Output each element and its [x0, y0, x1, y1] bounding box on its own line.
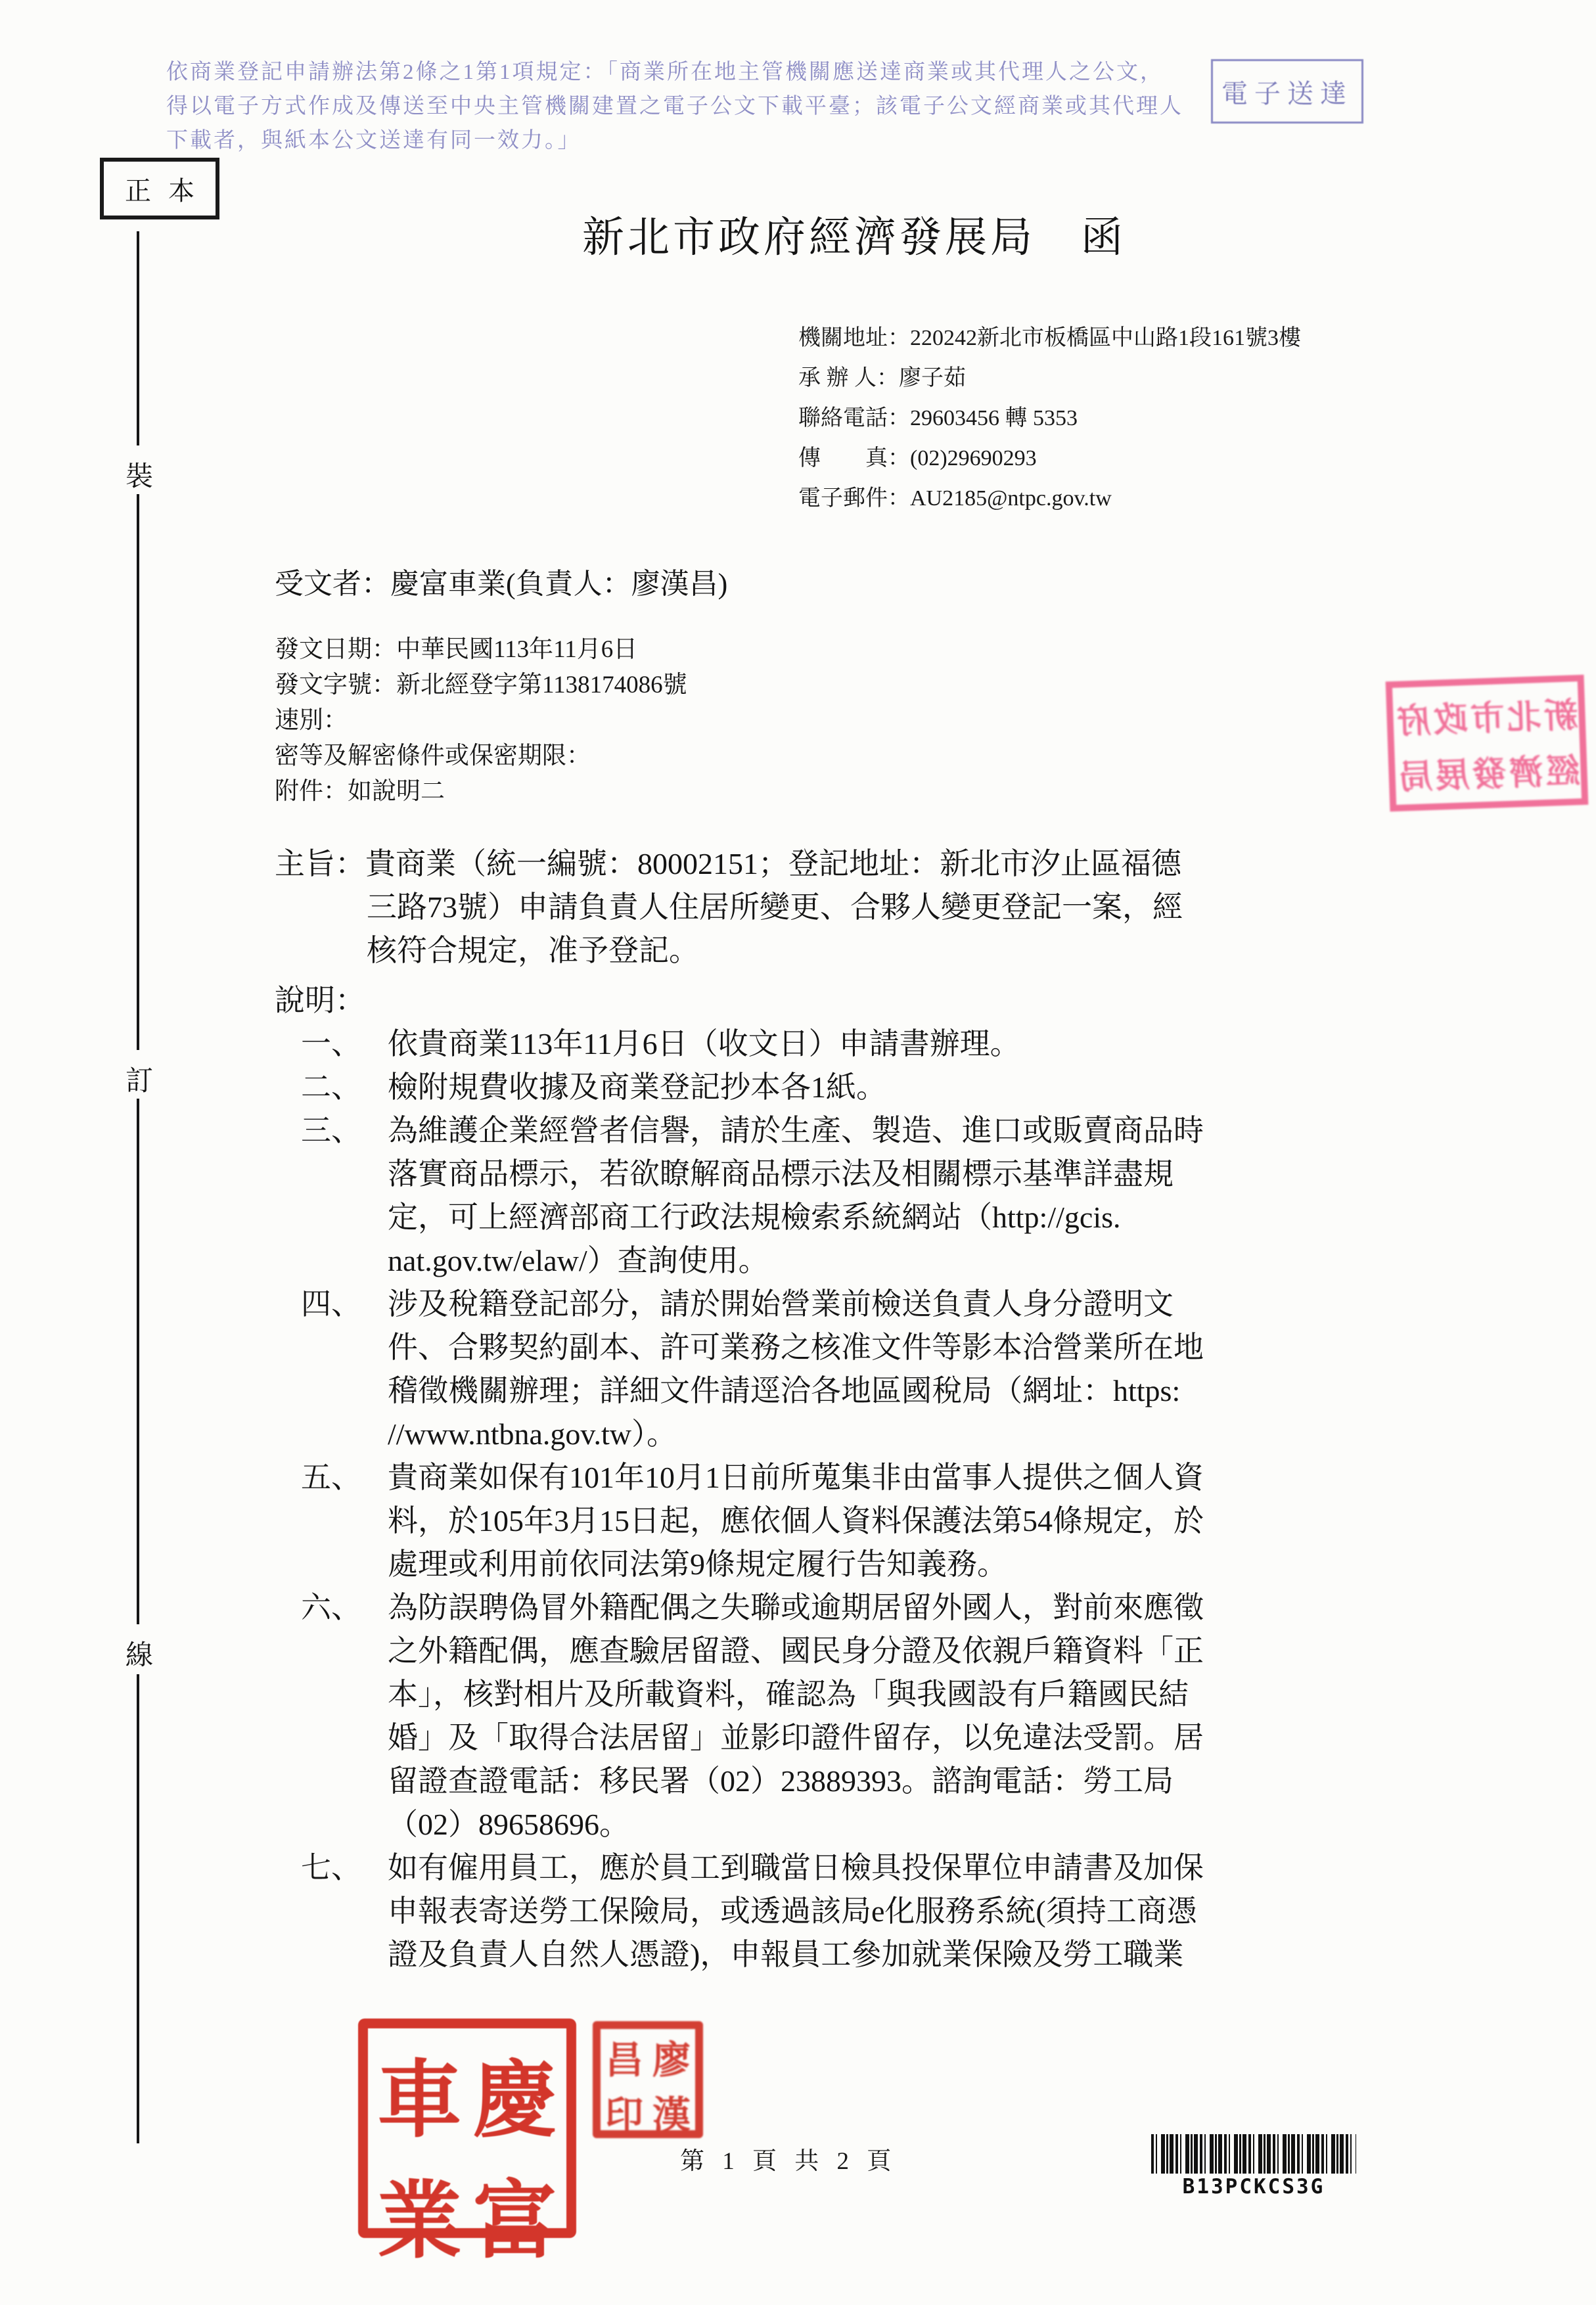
explanation-item-6: [275, 1586, 1457, 1846]
barcode-block: [1151, 2134, 1356, 2199]
item-line: 件、合夥契約副本、許可業務之核准文件等影本洽營業所在地: [388, 1331, 1204, 1364]
document-meta-block: [275, 632, 687, 810]
explanation-item-2: [275, 1066, 1457, 1109]
recipient-line: 受文者：慶富車業(負責人：廖漢昌): [275, 568, 728, 600]
item-line: nat.gov.tw/elaw/）查詢使用。: [388, 1244, 769, 1277]
agency-seal-row: 經濟發展局: [1395, 752, 1581, 797]
seal-char: 漢: [652, 2094, 691, 2137]
item-marker: 二、: [301, 1070, 361, 1104]
item-line: 定，可上經濟部商工行政法規檢索系統網站（http://gcis.: [388, 1200, 1121, 1234]
binding-mark-zhuang: 裝: [125, 462, 153, 492]
barcode: [1151, 2134, 1356, 2174]
e-delivery-stamp: [1211, 59, 1363, 124]
binding-line-segment: [137, 1099, 139, 1624]
explanation-heading: 說明：: [275, 984, 365, 1017]
agency-seal-row: 新北市政府: [1393, 697, 1579, 742]
letter-title: 新北市政府經濟發展局 函: [582, 214, 1126, 261]
page-number: 第 1 頁 共 2 頁: [680, 2148, 898, 2175]
item-line: 為防誤聘偽冒外籍配偶之失聯或逾期居留外國人，對前來應徵: [388, 1591, 1204, 1624]
item-line: 之外籍配偶，應查驗居留證、國民身分證及依親戶籍資料「正: [388, 1634, 1204, 1668]
item-line: 如有僱用員工，應於員工到職當日檢具投保單位申請書及加保: [388, 1851, 1204, 1884]
explanation-item-5: [275, 1456, 1457, 1586]
subject-line: 核符合規定，准予登記。: [367, 934, 699, 967]
item-line: 婚」及「取得合法居留」並影印證件留存，以免違法受罰。居: [388, 1721, 1204, 1754]
binding-line-segment: [137, 1674, 139, 2143]
item-line: 涉及稅籍登記部分，請於開始營業前檢送負責人身分證明文: [388, 1287, 1174, 1321]
seal-char: 昌: [604, 2039, 643, 2082]
seal-char: 印: [604, 2094, 643, 2137]
item-line: 檢附規費收據及商業登記抄本各1紙。: [388, 1070, 886, 1104]
contact-fax: 傳 真：(02)29690293: [798, 446, 1037, 470]
item-marker: 七、: [301, 1851, 361, 1884]
item-line: 申報表寄送勞工保險局，或透過該局e化服務系統(須持工商憑: [388, 1894, 1197, 1928]
company-seal-stamp: [358, 2019, 576, 2268]
explanation-item-1: [275, 1022, 1457, 1066]
contact-officer: 承 辦 人：廖子茹: [798, 366, 966, 390]
item-line: 為維護企業經營者信譽，請於生產、製造、進口或販賣商品時: [388, 1114, 1204, 1147]
subject-block: [275, 842, 1431, 972]
note-line: 依商業登記申請辦法第2條之1第1項規定：「商業所在地主管機關應送達商業或其代理人之公文，: [166, 60, 1164, 84]
name-seal-stamp: [593, 2021, 703, 2138]
agency-seal-stamp: [1386, 675, 1589, 811]
item-line: 依貴商業113年11月6日（收文日）申請書辦理。: [388, 1027, 1020, 1061]
original-copy-label: 正本: [125, 175, 212, 206]
explanation-item-3: [275, 1109, 1457, 1283]
binding-line-segment: [137, 494, 139, 1050]
binding-mark-ding: 訂: [125, 1066, 153, 1097]
subject-line: 主旨：貴商業（統一編號：80002151；登記地址：新北市汐止區福德: [275, 847, 1181, 880]
priority: 速別：: [275, 707, 348, 734]
seal-char: 富: [472, 2175, 557, 2268]
note-line: 下載者，與紙本公文送達有同一效力。」: [166, 129, 581, 152]
contact-address: 機關地址：220242新北市板橋區中山路1段161號3樓: [798, 326, 1301, 350]
top-statutory-note: [166, 55, 1323, 158]
item-line: 處理或利用前依同法第9條規定履行告知義務。: [388, 1547, 1007, 1581]
item-line: 料，於105年3月15日起，應依個人資料保護法第54條規定，於: [388, 1504, 1204, 1538]
item-line: 本」，核對相片及所載資料，確認為「與我國設有戶籍國民結: [388, 1677, 1189, 1711]
explanation-item-7: [275, 1846, 1457, 1976]
item-marker: 六、: [301, 1591, 361, 1624]
item-line: 留證查證電話：移民署（02）23889393。諮詢電話：勞工局: [388, 1764, 1174, 1798]
binding-line-segment: [137, 231, 139, 445]
agency-contact-block: [798, 318, 1301, 518]
barcode-label: B13PCKCS3G: [1182, 2175, 1325, 2199]
note-line: 得以電子方式作成及傳送至中央主管機關建置之電子公文下載平臺；該電子公文經商業或其代理人: [166, 95, 1183, 118]
item-marker: 一、: [301, 1027, 361, 1061]
issue-date: 發文日期：中華民國113年11月6日: [275, 636, 638, 663]
item-line: //www.ntbna.gov.tw）。: [388, 1417, 677, 1451]
contact-email: 電子郵件：AU2185@ntpc.gov.tw: [798, 486, 1112, 511]
item-marker: 五、: [301, 1461, 361, 1494]
item-line: 稽徵機關辦理；詳細文件請逕洽各地區國稅局（網址：https:: [388, 1374, 1181, 1407]
seal-char: 業: [377, 2175, 462, 2268]
e-delivery-label: 電子送達: [1221, 78, 1353, 108]
subject-line: 三路73號）申請負責人住居所變更、合夥人變更登記一案，經: [367, 890, 1183, 924]
item-line: 證及負責人自然人憑證)，申報員工參加就業保險及勞工職業: [388, 1938, 1184, 1971]
item-line: 貴商業如保有101年10月1日前所蒐集非由當事人提供之個人資: [388, 1461, 1204, 1494]
explanation-items: [275, 1022, 1457, 1976]
contact-phone: 聯絡電話：29603456 轉 5353: [798, 406, 1078, 430]
seal-char: 車: [377, 2054, 462, 2147]
explanation-item-4: [275, 1283, 1457, 1456]
seal-char: 慶: [472, 2054, 557, 2147]
binding-mark-xian: 線: [125, 1641, 153, 1671]
seal-char: 廖: [652, 2039, 691, 2082]
item-marker: 三、: [301, 1114, 361, 1147]
item-line: （02）89658696。: [388, 1808, 629, 1841]
attachment: 附件：如說明二: [275, 778, 445, 805]
item-line: 落實商品標示，若欲瞭解商品標示法及相關標示基準詳盡規: [388, 1157, 1174, 1191]
security-class: 密等及解密條件或保密期限：: [275, 742, 591, 769]
item-marker: 四、: [301, 1287, 361, 1321]
reference-number: 發文字號：新北經登字第1138174086號: [275, 672, 687, 698]
original-copy-box: [100, 158, 219, 219]
